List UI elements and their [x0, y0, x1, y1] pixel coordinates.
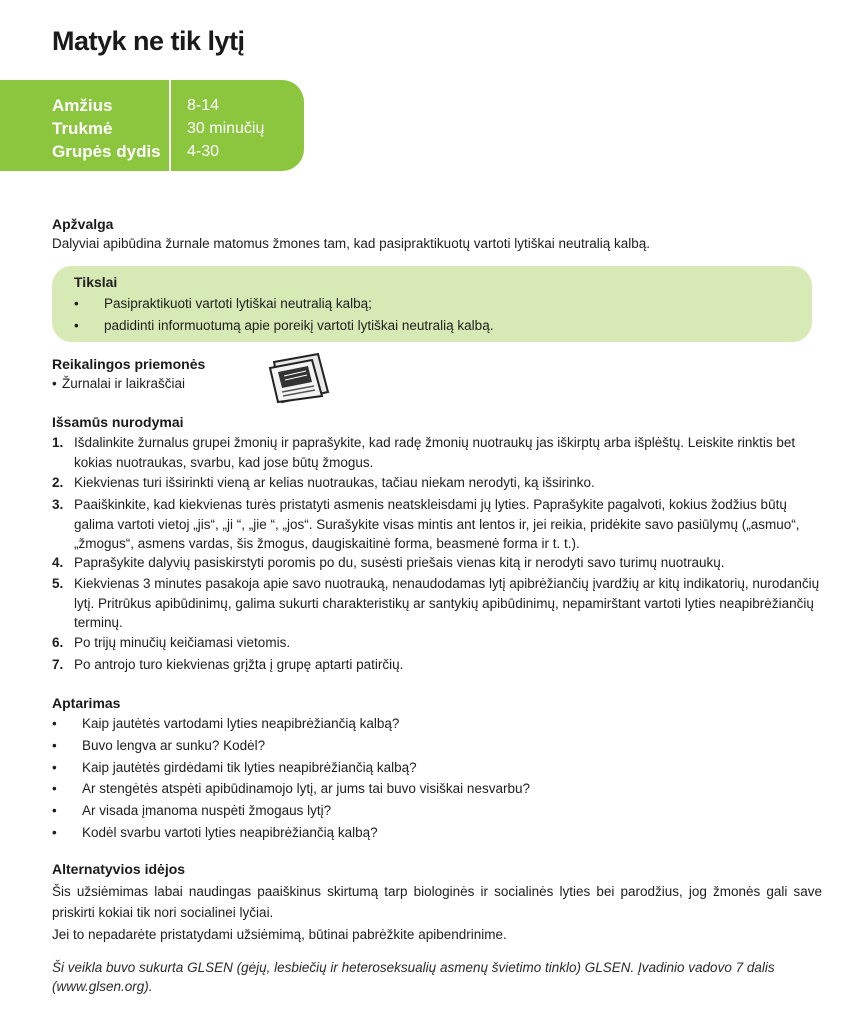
info-divider	[169, 80, 171, 171]
step-text: Po trijų minučių keičiamasi vietomis.	[74, 635, 291, 650]
materials-heading: Reikalingos priemonės	[52, 356, 206, 372]
info-values	[187, 94, 264, 163]
info-value-group-size: 4-30	[187, 143, 220, 160]
step-number: 5.	[52, 576, 64, 591]
bullet: •	[52, 716, 57, 731]
step-number: 2.	[52, 475, 64, 490]
instructions-heading: Išsamūs nurodymai	[52, 414, 184, 430]
step-number: 6.	[52, 635, 64, 650]
goal-text: padidinti informuotumą apie poreikį vartoti lytiškai neutralią kalbą.	[104, 318, 494, 333]
discussion-text: Ar visada įmanoma nuspėti žmogaus lytį?	[82, 803, 332, 818]
alternatives-text: Jei to nepadarėte pristatydami užsiėmimą, būtinai pabrėžkite apibendrinime.	[52, 927, 507, 942]
info-label-group-size: Grupės dydis	[52, 142, 161, 161]
step-number: 7.	[52, 657, 64, 672]
page-title: Matyk ne tik lytį	[52, 26, 245, 56]
bullet: •	[52, 781, 57, 796]
instruction-step	[52, 574, 822, 633]
materials-text: Žurnalai ir laikraščiai	[62, 376, 186, 391]
info-value-age: 8-14	[187, 97, 220, 114]
instruction-step	[52, 553, 822, 573]
info-panel	[0, 80, 304, 171]
step-text: Išdalinkite žurnalus grupei žmonių ir paprašykite, kad radę žmonių nuotraukų jas iškirptų arba išplėštų. Leiskite rinktis bet kokias nuotraukas, svarbu, kad jose būtų žmogus.	[74, 435, 796, 470]
discussion-text: Kaip jautėtės girdėdami tik lyties neapibrėžiančią kalbą?	[82, 760, 417, 775]
credit-note: Ši veikla buvo sukurta GLSEN (gėjų, lesbiečių ir heteroseksualių asmenų švietimo tinklo) GLSEN. Įvadinio vadovo 7 dalis (www.glsen.org).	[52, 960, 775, 994]
bullet: •	[52, 738, 57, 753]
info-label-age: Amžius	[52, 96, 113, 115]
info-label-duration: Trukmė	[52, 119, 113, 138]
bullet: •	[52, 803, 57, 818]
instruction-step	[52, 495, 822, 554]
instruction-step	[52, 655, 822, 675]
alternatives-heading: Alternatyvios idėjos	[52, 861, 186, 877]
overview-text: Dalyviai apibūdina žurnale matomus žmones tam, kad pasipraktikuotų vartoti lytiškai neutralią kalbą.	[52, 236, 651, 251]
goals-heading: Tikslai	[74, 274, 118, 290]
info-labels	[52, 94, 161, 163]
discussion-text: Ar stengėtės atspėti apibūdinamojo lytį, ar jums tai buvo visiškai nesvarbu?	[82, 781, 530, 796]
instruction-step	[52, 473, 822, 493]
step-number: 3.	[52, 497, 64, 512]
discussion-text: Kaip jautėtės vartodami lyties neapibrėžiančią kalbą?	[82, 716, 400, 731]
step-text: Kiekvienas 3 minutes pasakoja apie savo nuotrauką, nenaudodamas lytį apibrėžiančių įvardžių ar kitų indikatorių, nurodančių lytį. Pritrūkus apibūdinimų, galima sukurti charakteristikų ar santykių apibūdinimų, nepamirštant vartoti lyties neapibrėžiančių terminų.	[74, 576, 820, 630]
discussion-heading: Aptarimas	[52, 695, 121, 711]
alternatives-text: Šis užsiėmimas labai naudingas paaiškinus skirtumą tarp biologinės ir socialinės lyties bei parodžius, jog žmonės gali save priskirti kokiai tik nori socialinei lyčiai.	[52, 884, 822, 920]
goals-box	[52, 266, 812, 342]
step-text: Kiekvienas turi išsirinkti vieną ar kelias nuotraukas, tačiau niekam nerodyti, ką išsirinko.	[74, 475, 595, 490]
info-value-duration: 30 minučių	[187, 120, 265, 137]
bullet: •	[52, 825, 57, 840]
step-text: Paaiškinkite, kad kiekvienas turės pristatyti asmenis neatskleisdami jų lyties. Paprašykite pagalvoti, kokius žodžius būtų galima vartoti vietoj „jis“, „ji “, „jie “, „jos“. Surašykite visas mintis ant lentos ir, jei reikia, pridėkite savo pasiūlymų („asmuo“, „žmogus“, asmens vardas, šis žmogus, daugiskaitinė forma, beasmenė forma ir t. t.).	[74, 497, 800, 551]
instruction-step	[52, 433, 822, 472]
step-number: 4.	[52, 555, 64, 570]
instruction-step	[52, 633, 822, 653]
discussion-text: Buvo lengva ar sunku? Kodėl?	[82, 738, 266, 753]
bullet: •	[74, 318, 79, 333]
bullet: •	[52, 376, 57, 391]
step-text: Po antrojo turo kiekvienas grįžta į grupę aptarti patirčių.	[74, 657, 404, 672]
bullet: •	[52, 760, 57, 775]
goal-text: Pasipraktikuoti vartoti lytiškai neutralią kalbą;	[104, 296, 372, 311]
step-number: 1.	[52, 435, 64, 450]
discussion-text: Kodėl svarbu vartoti lyties neapibrėžiančią kalbą?	[82, 825, 378, 840]
step-text: Paprašykite dalyvių pasiskirstyti poromis po du, susėsti priešais vienas kitą ir nerodyti savo turimų nuotraukų.	[74, 555, 725, 570]
overview-heading: Apžvalga	[52, 216, 114, 232]
bullet: •	[74, 296, 79, 311]
newspaper-icon	[268, 352, 332, 404]
